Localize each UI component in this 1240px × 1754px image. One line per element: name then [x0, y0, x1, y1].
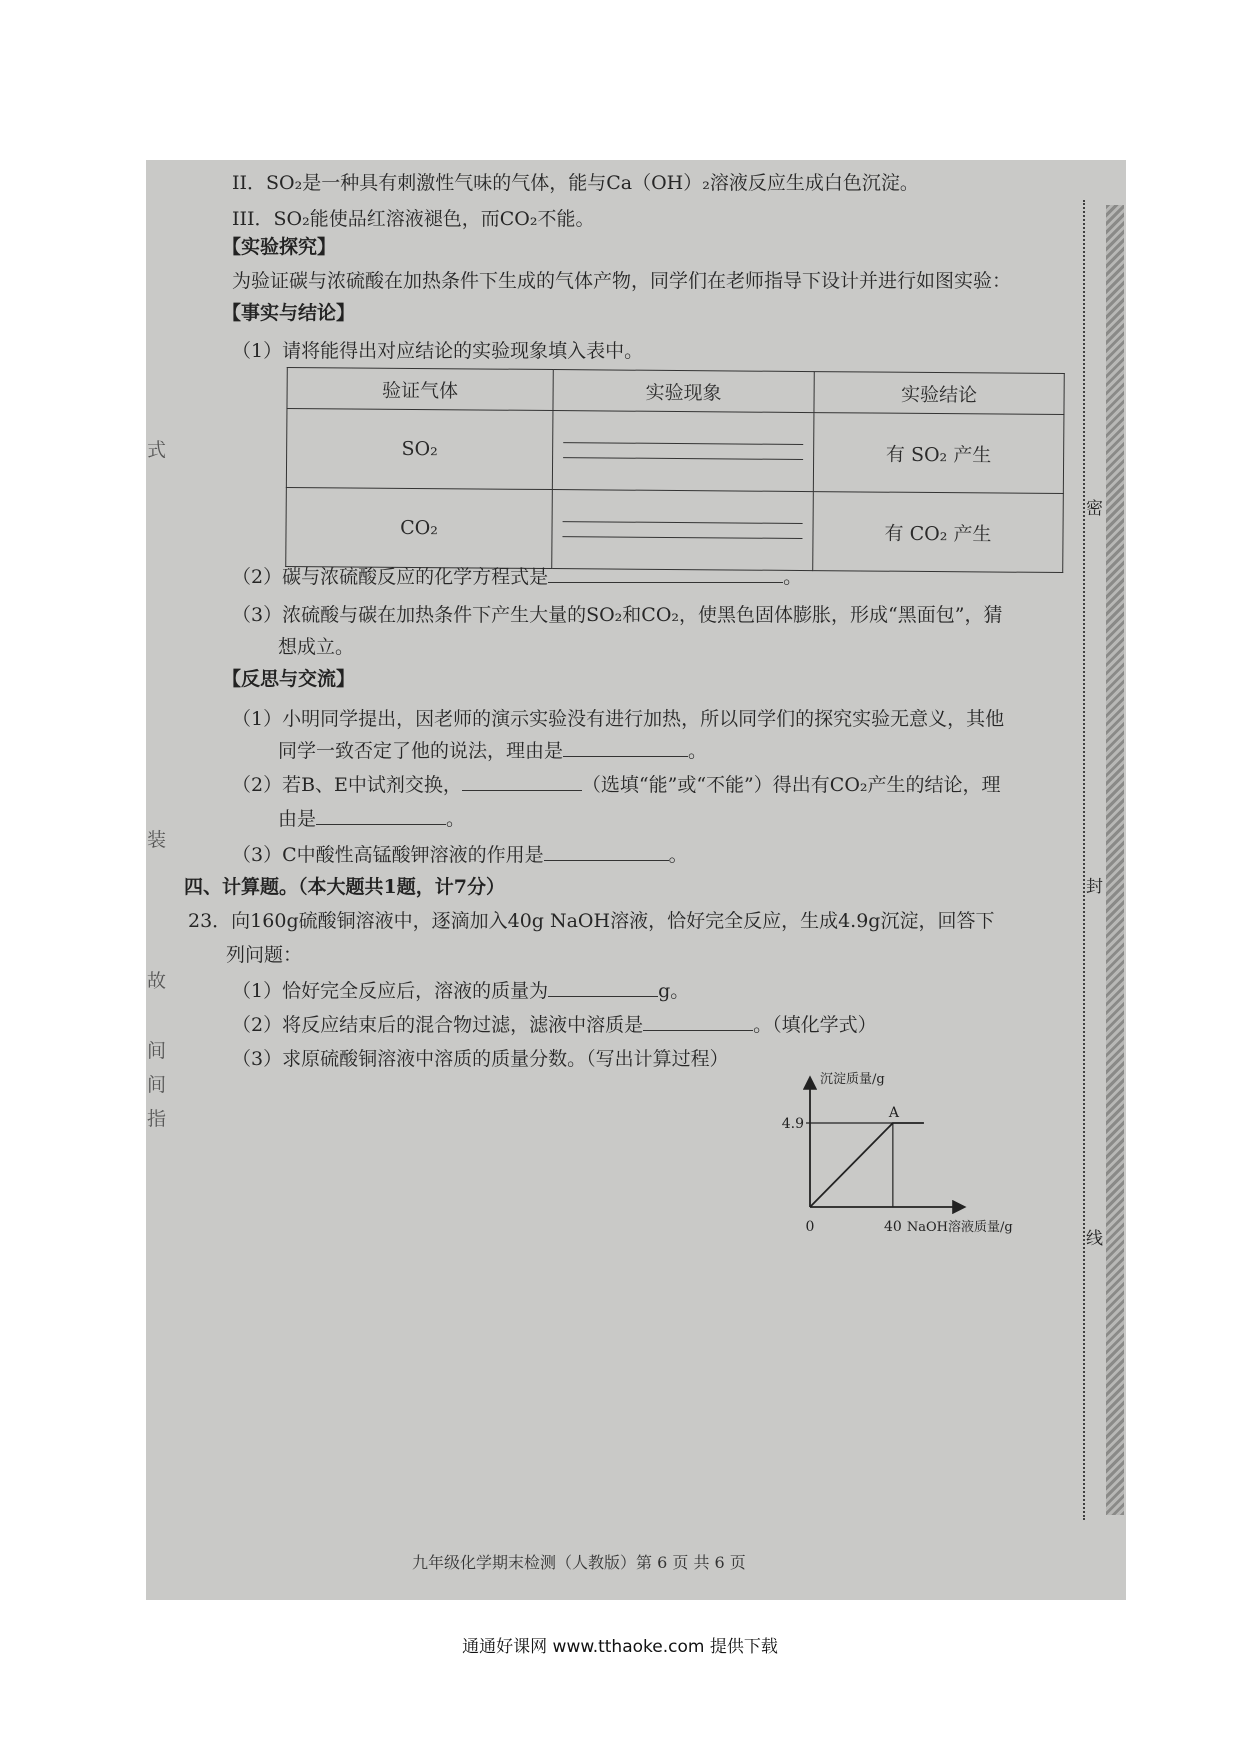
answer-blank[interactable]	[462, 772, 582, 791]
answer-blank[interactable]	[548, 978, 658, 997]
point-label-a: A	[888, 1105, 899, 1121]
margin-char: 间	[147, 1040, 167, 1062]
question-3-line-1: （3）浓硫酸与碳在加热条件下产生大量的SO₂和CO₂，使黑色固体膨胀，形成“黑面包”，猜	[232, 604, 1003, 626]
problem-23-line-1: 23．向160g硫酸铜溶液中，逐滴加入40g NaOH溶液，恰好完全反应，生成4.9g沉淀，回答下	[188, 910, 995, 932]
table-cell-gas: CO₂	[286, 487, 553, 568]
y-tick-label: 4.9	[781, 1116, 804, 1132]
margin-char: 故	[147, 970, 167, 992]
download-caption: 通通好课网 www.tthaoke.com 提供下载	[462, 1637, 778, 1657]
x-tick-label: 0	[805, 1219, 815, 1235]
table-cell-conclusion: 有 SO₂ 产生	[813, 413, 1064, 494]
table-row	[286, 487, 1064, 572]
answer-blank[interactable]	[544, 842, 669, 861]
reflect-3: （3）C中酸性高锰酸钾溶液的作用是 。	[232, 844, 688, 866]
answer-blank[interactable]	[643, 1012, 753, 1031]
problem-23-line-2: 列问题：	[226, 944, 303, 966]
table-header: 验证气体	[287, 367, 553, 410]
page-footer: 九年级化学期末检测（人教版）第 6 页 共 6 页	[412, 1553, 746, 1572]
section-heading-explore: 【实验探究】	[222, 236, 337, 258]
margin-char: 装	[147, 829, 167, 851]
problem-23-part-1: （1）恰好完全反应后，溶液的质量为 g。	[232, 980, 690, 1002]
seal-dotted-line	[1083, 200, 1085, 1520]
reflect-2-line-1: （2）若B、E中试剂交换， （选填“能”或“不能”）得出有CO₂产生的结论，理	[232, 774, 1001, 796]
answer-blank[interactable]	[548, 564, 783, 583]
table-header: 实验现象	[553, 370, 814, 413]
problem-23-part-3: （3）求原硫酸铜溶液中溶质的质量分数。（写出计算过程）	[232, 1048, 729, 1070]
table-header: 实验结论	[814, 372, 1064, 415]
answer-blank[interactable]	[316, 806, 446, 825]
experiment-table	[285, 367, 1065, 573]
reflect-1-line-2: 同学一致否定了他的说法，理由是 。	[278, 740, 708, 762]
table-cell-gas: SO₂	[286, 408, 553, 489]
section-heading-reflect: 【反思与交流】	[222, 668, 356, 690]
question-1: （1）请将能得出对应结论的实验现象填入表中。	[232, 340, 644, 362]
binding-stripe	[1106, 205, 1124, 1515]
margin-char: 式	[147, 439, 167, 461]
table-row	[286, 408, 1064, 493]
x-axis-label: NaOH溶液质量/g	[906, 1220, 1013, 1235]
info-line-ii: II．SO₂是一种具有刺激性气味的气体，能与Ca（OH）₂溶液反应生成白色沉淀。	[232, 172, 919, 194]
problem-23-part-2: （2）将反应结束后的混合物过滤，滤液中溶质是 。（填化学式）	[232, 1014, 877, 1036]
table-cell-conclusion: 有 CO₂ 产生	[813, 492, 1064, 573]
margin-char: 指	[147, 1108, 167, 1130]
seal-char-mi: 密	[1086, 499, 1103, 519]
section-heading-fact: 【事实与结论】	[222, 302, 356, 324]
data-series-line	[810, 1123, 924, 1207]
y-axis-label: 沉淀质量/g	[820, 1072, 885, 1087]
answer-cell[interactable]	[552, 490, 814, 571]
question-3-line-2: 想成立。	[278, 636, 355, 658]
info-line-iii: III．SO₂能使品红溶液褪色，而CO₂不能。	[232, 208, 595, 230]
question-2: （2）碳与浓硫酸反应的化学方程式是 。	[232, 566, 803, 588]
seal-char-feng: 封	[1086, 877, 1103, 897]
reflect-1-line-1: （1）小明同学提出，因老师的演示实验没有进行加热，所以同学们的探究实验无意义，其他	[232, 708, 1005, 730]
answer-blank[interactable]	[563, 738, 688, 757]
x-tick-label: 40	[883, 1219, 902, 1235]
explore-text: 为验证碳与浓硫酸在加热条件下生成的气体产物，同学们在老师指导下设计并进行如图实验：	[232, 270, 1012, 292]
reflect-2-line-2: 由是 。	[278, 808, 466, 830]
answer-cell[interactable]	[552, 411, 814, 492]
margin-char: 间	[147, 1074, 167, 1096]
section-heading-calc: 四、计算题。（本大题共1题，计7分）	[184, 876, 505, 898]
precipitate-chart	[781, 1062, 1050, 1242]
seal-char-xian: 线	[1086, 1229, 1103, 1249]
chart-svg	[781, 1062, 1050, 1242]
